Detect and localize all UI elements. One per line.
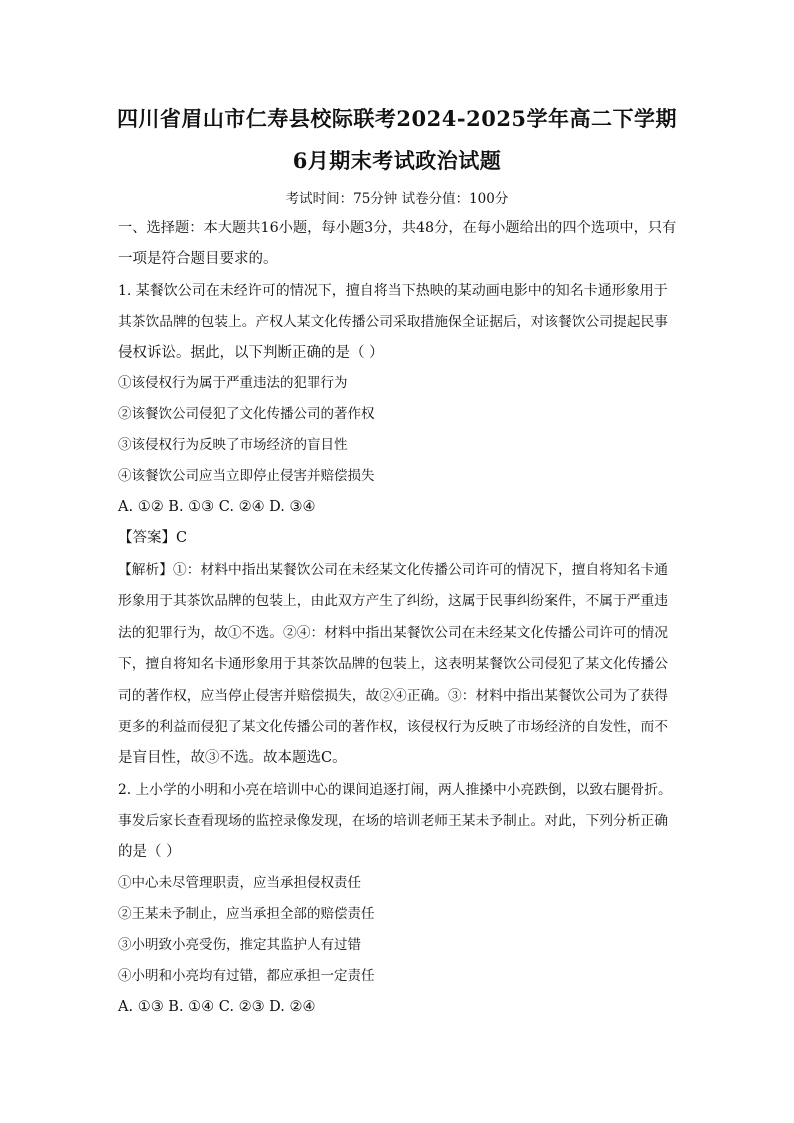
q1-analysis-line-4: 下，擅自将知名卡通形象用于其茶饮品牌的包装上，这表明某餐饮公司侵犯了某文化传播公 [118, 656, 669, 672]
section-intro-line-2: 一项是符合题目要求的。 [118, 251, 278, 267]
q1-analysis-line-3: 法的犯罪行为，故①不选。②④：材料中指出某餐饮公司在未经某文化传播公司许可的情况 [118, 625, 669, 641]
q1-option-4: ④该餐饮公司应当立即停止侵害并赔偿损失 [118, 468, 375, 484]
q1-analysis-line-7: 是盲目性，故③不选。故本题选C。 [118, 750, 347, 766]
q1-stem-line-3: 侵权诉讼。据此，以下判断正确的是（ ） [118, 345, 384, 361]
q2-stem-line-2: 事发后家长查看现场的监控录像发现，在场的培训老师王某未予制止。对此，下列分析正确 [118, 813, 669, 829]
q2-option-3: ③小明致小亮受伤，推定其监护人有过错 [118, 937, 361, 953]
q1-analysis-line-6: 更多的利益而侵犯了某文化传播公司的著作权，该侵权行为反映了市场经济的自发性，而不 [118, 719, 669, 735]
section-intro-line-1: 一、选择题：本大题共16小题，每小题3分，共48分，在每小题给出的四个选项中，只有 [118, 220, 677, 236]
q1-choices: A. ①② B. ①③ C. ②④ D. ③④ [118, 499, 316, 515]
q1-stem-line-2: 其茶饮品牌的包装上。产权人某文化传播公司采取措施保全证据后，对该餐饮公司提起民事 [118, 314, 669, 330]
exam-info: 考试时间：75分钟 试卷分值：100分 [285, 191, 509, 207]
q1-analysis-line-5: 司的著作权，应当停止侵害并赔偿损失，故②④正确。③：材料中指出某餐饮公司为了获得 [118, 688, 669, 704]
q1-analysis-line-2: 形象用于其茶饮品牌的包装上，由此双方产生了纠纷，这属于民事纠纷案件，不属于严重违 [118, 593, 669, 609]
q2-option-4: ④小明和小亮均有过错，都应承担一定责任 [118, 968, 375, 984]
q2-stem-line-1: 2. 上小学的小明和小亮在培训中心的课间追逐打闹，两人推搡中小亮跌倒，以致右腿骨折。 [118, 782, 672, 798]
q1-stem-line-1: 1. 某餐饮公司在未经许可的情况下，擅自将当下热映的某动画电影中的知名卡通形象用于 [118, 283, 668, 299]
q2-stem-line-3: 的是（ ） [118, 844, 181, 860]
q2-choices: A. ①③ B. ①④ C. ②③ D. ②④ [118, 999, 316, 1015]
q1-option-1: ①该侵权行为属于严重违法的犯罪行为 [118, 375, 348, 391]
q1-option-3: ③该侵权行为反映了市场经济的盲目性 [118, 437, 348, 453]
q2-option-2: ②王某未予制止，应当承担全部的赔偿责任 [118, 906, 375, 922]
q2-option-1: ①中心未尽管理职责，应当承担侵权责任 [118, 875, 361, 891]
q1-analysis-line-1: 【解析】①：材料中指出某餐饮公司在未经某文化传播公司许可的情况下，擅自将知名卡通 [118, 562, 669, 578]
document-title-line-1: 四川省眉山市仁寿县校际联考2024-2025学年高二下学期 [116, 106, 678, 131]
q1-answer: 【答案】C [118, 530, 188, 546]
q1-option-2: ②该餐饮公司侵犯了文化传播公司的著作权 [118, 406, 375, 422]
document-title-line-2: 6月期末考试政治试题 [292, 148, 502, 173]
